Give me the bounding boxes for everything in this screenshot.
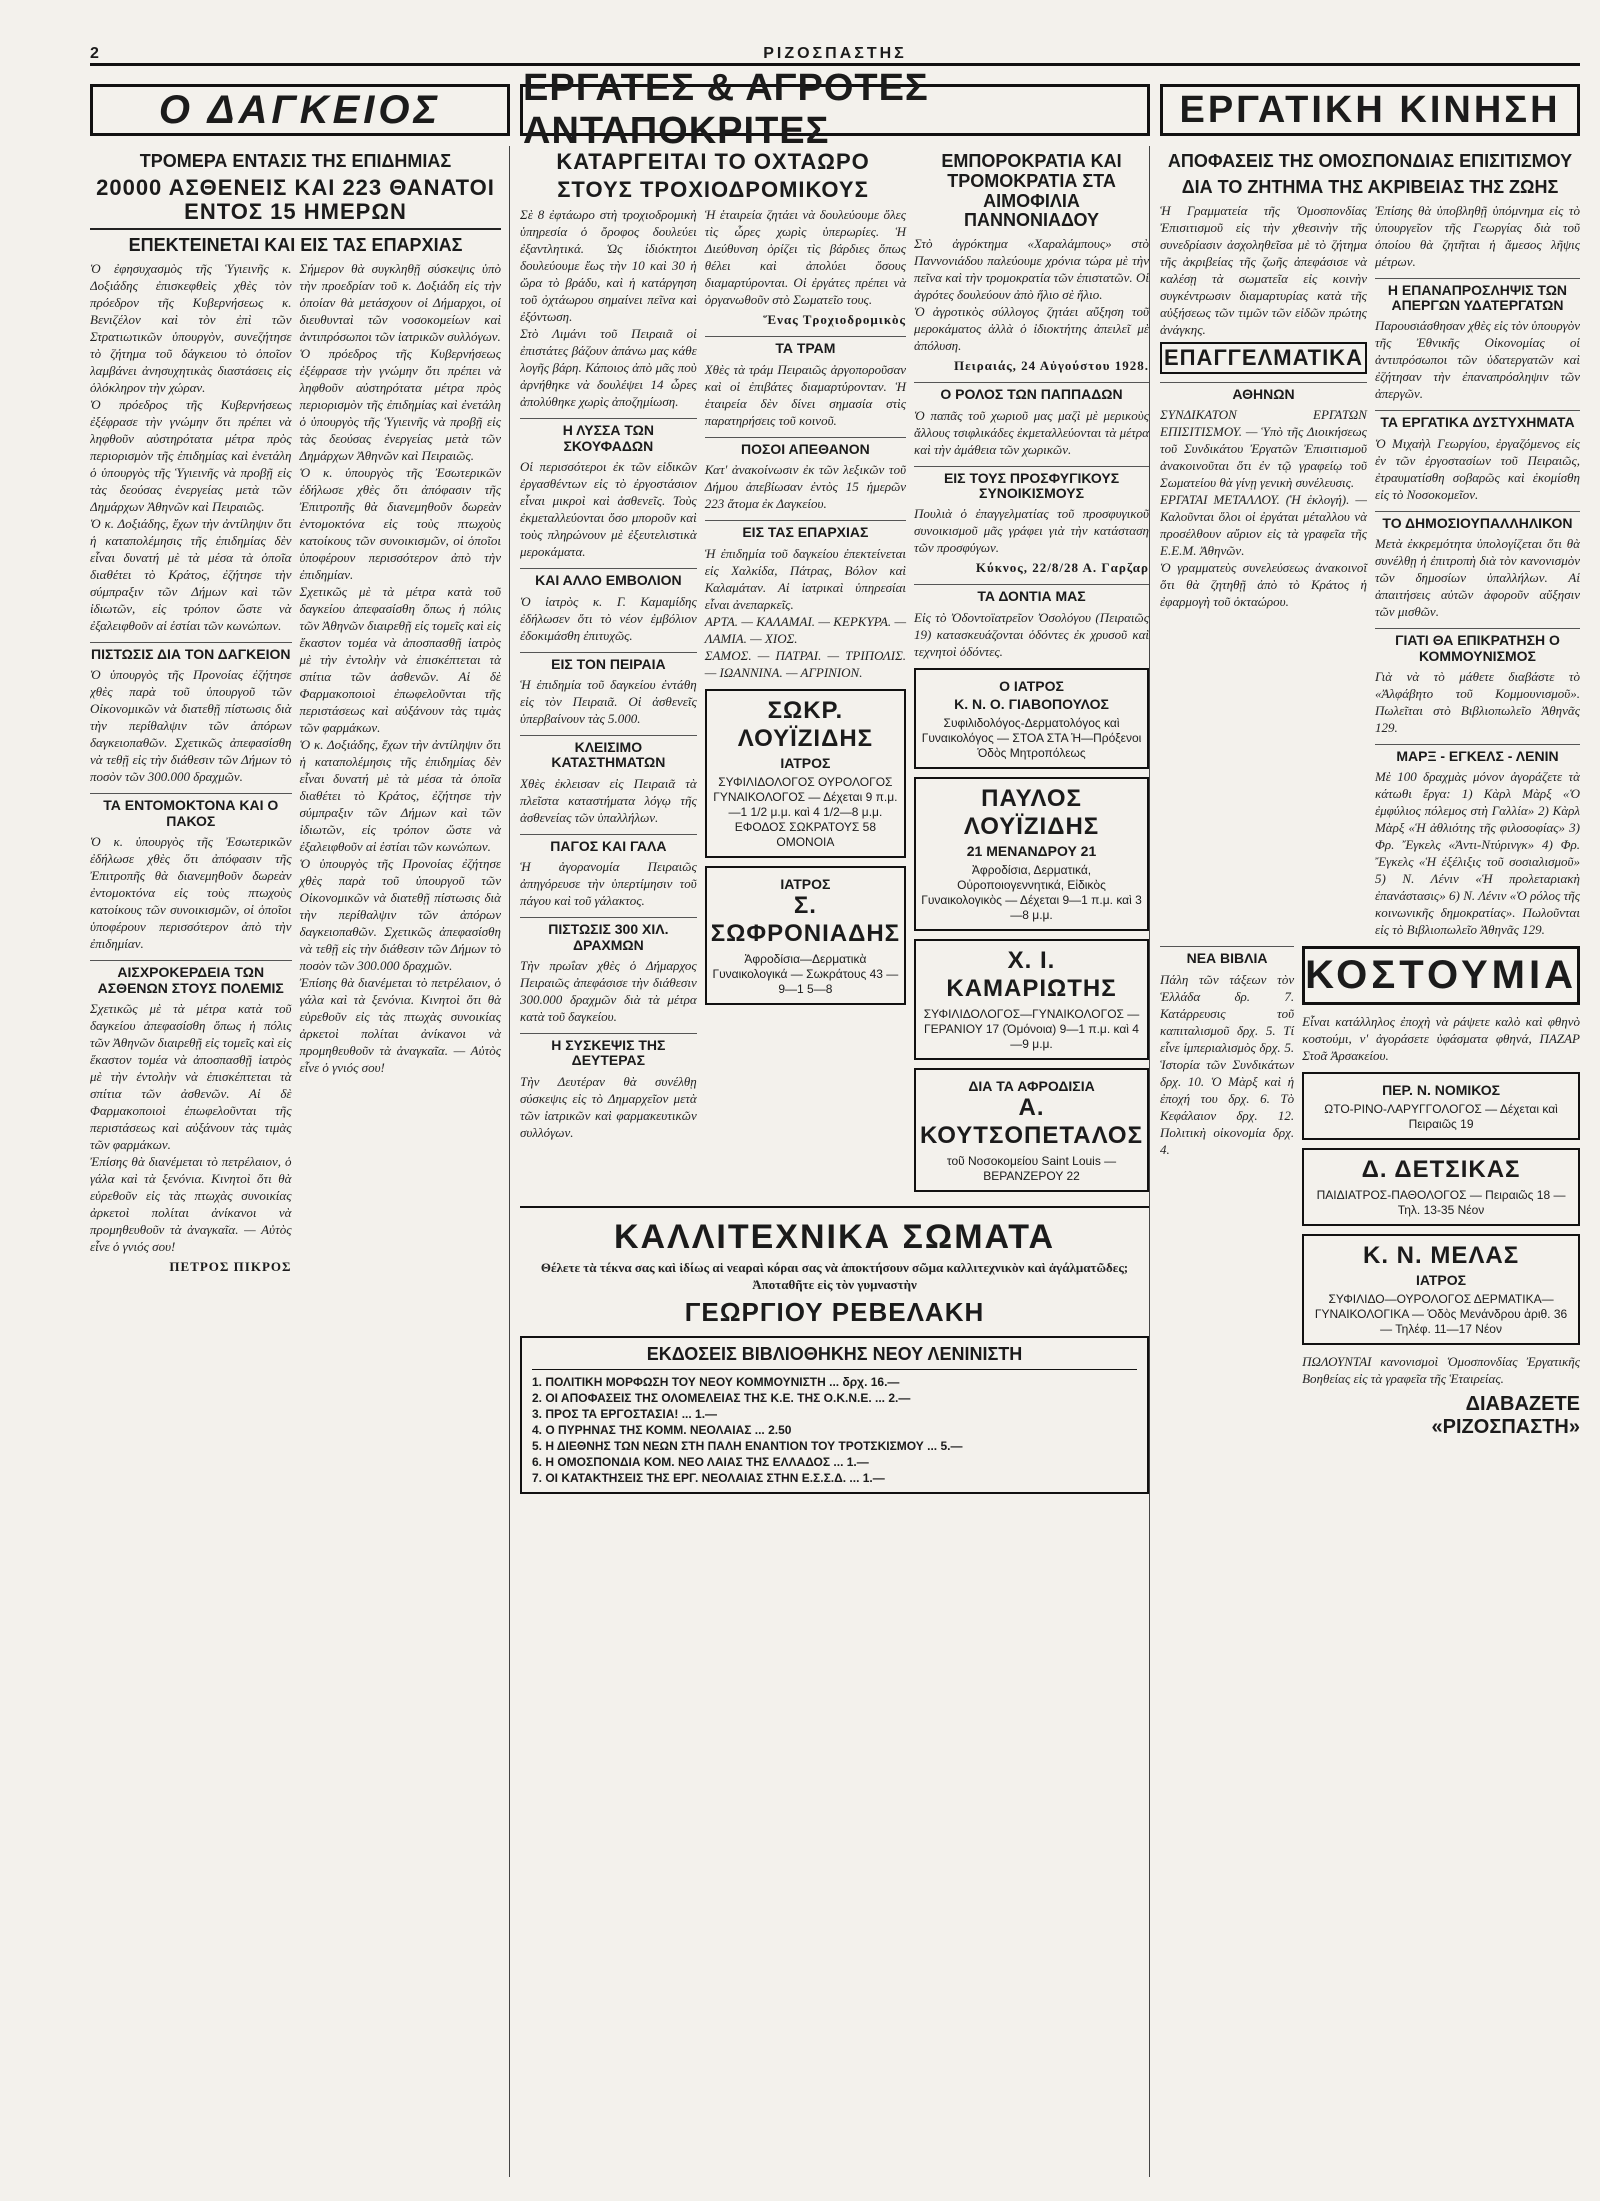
ad-text: ΠΑΙΔΙΑΤΡΟΣ-ΠΑΘΟΛΟΓΟΣ — Πειραιῶς 18 — Τηλ. 13-35 Νέον xyxy=(1316,1188,1566,1218)
article-paragraph: Μετὰ ἐκκρεμότητα ὑπολογίζεται ὅτι θὰ συνέλθῃ ἡ ἐπιτροπὴ διὰ τὸν κανονισμὸν τῶν δημοσίων ὑπαλλήλων. Αἱ ἀπαιτήσεις αὐτῶν ἀφοροῦν αὔξησιν τῶν μισθῶν. xyxy=(1374,536,1580,620)
ad-name: Α. ΚΟΥΤΣΟΠΕΤΑΛΟΣ xyxy=(920,1093,1143,1149)
article-paragraph: Σχετικῶς μὲ τὰ μέτρα κατὰ τοῦ δαγκείου ἀπεφασίσθη ὅπως ἡ πόλις τῶν Ἀθηνῶν διαιρεθῇ εἰς τομεῖς καὶ εἰς ἕκαστον τομέα νὰ ἀποσπασθῇ ἰατρὸς μὲ τὴν ἐντολὴν νὰ ἐπισκέπτεται τὰ σπίτια τῶν ἀσθενῶν. Αἱ δὲ Φαρμακοποιοὶ ἐπωφελοῦνται τῆς περιστάσεως καὶ αὐξάνουν τὰς τιμὰς τῶν φαρμάκων. xyxy=(299,583,501,735)
subheading: ΠΑΓΟΣ ΚΑΙ ΓΑΛΑ xyxy=(520,834,697,854)
section-banner-correspondents: ΕΡΓΑΤΕΣ & ΑΓΡΟΤΕΣ ΑΝΤΑΠΟΚΡΙΤΕΣ xyxy=(520,84,1150,136)
ad-pavlos-louizidis xyxy=(914,777,1149,931)
ad-louizidis xyxy=(705,689,906,858)
ad-name: Σ. ΣΩΦΡΟΝΙΑΔΗΣ xyxy=(710,891,901,947)
article-paragraph: Πάλη τῶν τάξεων τὸν Ἑλλάδα δρ. 7. Κατάρρευσις τοῦ καπιταλισμοῦ δρχ. 5. Τί εἶνε ἱμπεριαλισμὸς δρχ. 5. Ἱστορία τῶν Συνδικάτων δρχ. 10. Ὁ Μὰρξ καὶ ἡ ἐποχή του δρχ. 6. Τὸ Κεφάλαιον δρχ. 12. Πολιτικὴ οἰκονομία δρχ. 4. xyxy=(1160,971,1295,1157)
headline: ΔΙΑ ΤΟ ΖΗΤΗΜΑ ΤΗΣ ΑΚΡΙΒΕΙΑΣ ΤΗΣ ΖΩΗΣ xyxy=(1181,176,1559,197)
subheading: ΠΙΣΤΩΣΙΣ ΔΙΑ ΤΟΝ ΔΑΓΚΕΙΟΝ xyxy=(90,642,292,662)
ad-nomikos xyxy=(1302,1072,1580,1140)
footer-slogan-a: ΔΙΑΒΑΖΕΤΕ xyxy=(1465,1393,1580,1416)
article-paragraph: Ἐπίσης θὰ διανέμεται τὸ πετρέλαιον, ὁ γάλα καὶ τὰ ξενόνια. Κινητοὶ ὅτι θὰ εὑρεθοῦν εἰς τὰς πτωχὰς συνοικίας ἀρκετοὶ πολίται ἀνίκανοι νὰ προμηθευθοῦν τὰ ἀναγκαῖα. — Αὐτὸς εἶνε ὁ γνιός σου! xyxy=(90,1153,292,1254)
article-paragraph: Τὴν Δευτέραν θὰ συνέλθῃ σύσκεψις εἰς τὸ Δημαρχεῖον μετὰ τῶν ἰατρικῶν καὶ φαρμακευτικῶν συλλόγων. xyxy=(520,1073,697,1140)
ad-name: ΠΕΡ. Ν. ΝΟΜΙΚΟΣ xyxy=(1382,1082,1501,1099)
headline: ΑΠΟΦΑΣΕΙΣ ΤΗΣ ΟΜΟΣΠΟΝΔΙΑΣ ΕΠΙΣΙΤΙΣΜΟΥ xyxy=(1167,151,1573,171)
subheading: Η ΕΠΑΝΑΠΡΟΣΛΗΨΙΣ ΤΩΝ ΑΠΕΡΓΩΝ ΥΔΑΤΕΡΓΑΤΩΝ xyxy=(1375,278,1580,314)
ad-title: ΚΑΛΛΙΤΕΧΝΙΚΑ ΣΩΜΑΤΑ xyxy=(613,1217,1056,1256)
subheading: ΤΑ ΤΡΑΜ xyxy=(705,336,906,356)
ad-kamariotis xyxy=(914,939,1149,1060)
subheading: Η ΛΥΣΣΑ ΤΩΝ ΣΚΟΥΦΑΔΩΝ xyxy=(520,418,697,454)
correspondence-list: ΑΡΤΑ. — ΚΑΛΑΜΑΙ. — ΚΕΡΚΥΡΑ. — ΛΑΜΙΑ. — ΧΙΟΣ. xyxy=(704,613,907,646)
book-item: 6. Η ΟΜΟΣΠΟΝΔΙΑ ΚΟΜ. ΝΕΟ ΛΑΙΑΣ ΤΗΣ ΕΛΛΑΔΟΣ ... 1.— xyxy=(532,1454,869,1469)
subheading: Ο ΡΟΛΟΣ ΤΩΝ ΠΑΠΠΑΔΩΝ xyxy=(914,382,1149,402)
ad-role: ΙΑΤΡΟΣ xyxy=(780,875,831,892)
article-paragraph: Στὸ ἀγρόκτημα «Χαραλάμπους» στὸ Παννονιάδου παλεύουμε χρόνια τώρα μὲ τὴν πεῖνα καὶ τὴν τρομοκρατία τῶν ἐπιστατῶν. Οἱ ἀγρότες δουλεύουν ἀπὸ ἥλιο σὲ ἥλιο. xyxy=(914,236,1149,303)
article-paragraph: Ὁ ὑπουργὸς τῆς Προνοίας ἐζήτησε χθὲς παρὰ τοῦ ὑπουργοῦ τῶν Οἰκονομικῶν νὰ διατεθῇ πίστωσις διὰ τὴν περίθαλψιν τῶν ἀπόρων δαγκειοπαθῶν. Σχετικῶς ἀπεφασίσθη νὰ τεθῇ εἰς τὴν διάθεσιν τῶν Δήμων τὸ ποσὸν τῶν 300.000 δραχμῶν. xyxy=(299,855,501,973)
article-paragraph: Ὁ κ. ὑπουργὸς τῆς Ἐσωτερικῶν ἐδήλωσε χθὲς ὅτι ἀπόφασιν τῆς Ἐπιτροπῆς θὰ διανεμηθοῦν δωρεὰν ἐντομοκτόνα εἰς τοὺς πτωχοὺς κατοίκους τῶν συνοικισμῶν, οἱ ὁποῖοι ὑποφέρουν περισσότερον ἀπὸ τὴν ἐπιδημίαν. xyxy=(90,834,292,952)
ad-role: Ο ΙΑΤΡΟΣ xyxy=(999,677,1064,694)
article-paragraph: Ἐπίσης θὰ ὑποβληθῇ ὑπόμνημα εἰς τὸ ὑπουργεῖον τῆς Γεωργίας διὰ τοῦ ὁποίου θὰ ζητῆται ἡ ἄμεσος λῆψις μέτρων. xyxy=(1374,202,1580,269)
article-paragraph: Παρουσιάσθησαν χθὲς εἰς τὸν ὑπουργὸν τῆς Ἐθνικῆς Οἰκονομίας οἱ ἀντιπρόσωποι τῶν ὑδατεργατῶν καὶ ἐζήτησαν τὴν ἐπαναπρόσληψιν τῶν ἀπεργῶν. xyxy=(1374,318,1580,402)
footer-slogan xyxy=(1302,1393,1580,1439)
book-list-title: ΕΚΔΟΣΕΙΣ ΒΙΒΛΙΟΘΗΚΗΣ ΝΕΟΥ ΛΕΝΙΝΙΣΤΗ xyxy=(532,1344,1137,1370)
article-paragraph: Ὁ ἰατρὸς κ. Γ. Καμαμίδης ἐδήλωσεν ὅτι τὸ νέον ἐμβόλιον ἐδοκιμάσθη ἐπιτυχῶς. xyxy=(520,593,697,643)
book-item: 2. ΟΙ ΑΠΟΦΑΣΕΙΣ ΤΗΣ ΟΛΟΜΕΛΕΙΑΣ ΤΗΣ Κ.Ε. ΤΗΣ Ο.Κ.Ν.Ε. ... 2.— xyxy=(532,1390,911,1405)
subheading: ΤΑ ΕΡΓΑΤΙΚΑ ΔΥΣΤΥΧΗΜΑΤΑ xyxy=(1375,410,1580,430)
article-paragraph: ΕΡΓΑΤΑΙ ΜΕΤΑΛΛΟΥ. (Ἡ ἐκλογή). — Καλοῦνται ὅλοι οἱ ἐργάται μέταλλου νὰ προσέλθουν αὔριον εἰς τὰ γραφεῖα τῆς Ε.Ε.Μ. Ἀθηνῶν. xyxy=(1160,492,1367,559)
article-paragraph: Ὁ ὑπουργὸς τῆς Προνοίας ἐζήτησε χθὲς παρὰ τοῦ ὑπουργοῦ τῶν Οἰκονομικῶν νὰ διατεθῇ πίστωσις διὰ τὴν περίθαλψιν τῶν ἀπόρων δαγκειοπαθῶν. Σχετικῶς ἀπεφασίσθη νὰ τεθῇ εἰς τὴν διάθεσιν τῶν Δήμων τὸ ποσὸν τῶν 300.000 δραχμῶν. xyxy=(90,667,292,785)
ad-name: Δ. ΔΕΤΣΙΚΑΣ xyxy=(1361,1156,1521,1184)
subheading: ΓΙΑΤΙ ΘΑ ΕΠΙΚΡΑΤΗΣΗ Ο ΚΟΜΜΟΥΝΙΣΜΟΣ xyxy=(1375,628,1580,664)
article-paragraph: Ὁ πρόεδρος τῆς Κυβερνήσεως ἐξέφρασε τὴν γνώμην ὅτι πρέπει νὰ ληφθοῦν αὐστηρότατα μέτρα πρὸς περιορισμὸν τῆς ἐπιδημίας καὶ ἐνετάλη ὁ ὑπουργὸς τῆς Ὑγιεινῆς νὰ προβῇ εἰς τὰς δεούσας ἐνεργείας μετὰ τῶν Δημάρχων Ἀθηνῶν καὶ Πειραιῶς. xyxy=(299,345,501,463)
article-paragraph: Ὁ πρόεδρος τῆς Κυβερνήσεως ἐξέφρασε τὴν γνώμην ὅτι πρέπει νὰ ληφθοῦν αὐστηρότατα μέτρα πρὸς περιορισμὸν τῆς ἐπιδημίας καὶ ἐνετάλη ὁ ὑπουργὸς τῆς Ὑγιεινῆς νὰ προβῇ εἰς τὰς δεούσας ἐνεργείας μετὰ τῶν Δημάρχων Ἀθηνῶν καὶ Πειραιῶς. xyxy=(90,396,292,514)
ad-text: ΣΥΦΙΛΙΔΟ—ΟΥΡΟΛΟΓΟΣ ΔΕΡΜΑΤΙΚΑ—ΓΥΝΑΙΚΟΛΟΓΙΚΑ — Ὁδὸς Μενάνδρου ἀριθ. 36 — Τηλέφ. 11—17 Νέον xyxy=(1314,1292,1568,1337)
subheading: Η ΣΥΣΚΕΨΙΣ ΤΗΣ ΔΕΥΤΕΡΑΣ xyxy=(520,1033,697,1069)
article-paragraph: ΣΥΝΔΙΚΑΤΟΝ ΕΡΓΑΤΩΝ ΕΠΙΣΙΤΙΣΜΟΥ. — Ὑπὸ τῆς Διοικήσεως τοῦ Συνδικάτου Ἐργατῶν Ἐπισιτισμοῦ ἀνακοινοῦται ὅτι ἐν τῷ γραφείῳ τοῦ Σωματείου θὰ γίνῃ γενικὴ συνέλευσις. xyxy=(1160,407,1367,491)
article-paragraph: Ὁ ἐφησυχασμὸς τῆς Ὑγιεινῆς κ. Δοξιάδης ἐπισκεφθεὶς χθὲς τὸν πρόεδρον τῆς Κυβερνήσεως κ. Βενιζέλον καὶ τὸν ἐπὶ τῶν Στρατιωτικῶν ὑπουργὸν, συνεζήτησε τὸ ζήτημα τοῦ δάγκειου τὸ ὁποῖον λαμβάνει ἀνησυχητικὰς διαστάσεις εἰς ὁλόκληρον τὴν χώραν. xyxy=(90,260,292,395)
author-signature: ΠΕΤΡΟΣ ΠΙΚΡΟΣ xyxy=(169,1258,292,1274)
article-paragraph: Μὲ 100 δραχμὰς μόνον ἀγοράζετε τὰ κάτωθι ἔργα: 1) Κὰρλ Μὰρξ «Ὁ ἐμφύλιος πόλεμος στὴ Γαλλία» 2) Κὰρλ Μὰρξ «Ἡ ἀθλιότης τῆς φιλοσοφίας» 3) Φρ. Ἔγκελς «Ἀντι-Ντύρινγκ» 4) Φρ. Ἔγκελς «Ἡ ἐξέλιξις τοῦ σοσιαλισμοῦ» 5) Ν. Λένιν «Ἡ προλεταριακὴ ἐπανάστασις» 6) Ν. Λένιν «Ὁ ρόλος τῆς κοινωνικῆς δημοκρατίας». Πωλοῦνται εἰς τὸ Βιβλιοπωλεῖο Ἀθηνᾶς 129. xyxy=(1374,769,1580,938)
subheading: ΤΑ ΔΟΝΤΙΑ ΜΑΣ xyxy=(914,584,1149,604)
article-paragraph: Ὁ ἀγροτικὸς σύλλογος ζητάει αὔξηση τοῦ μεροκάματος ἀλλὰ ὁ ἰδιοκτήτης ἀπειλεῖ μὲ ἀπόλυση. xyxy=(914,304,1149,354)
ad-text: Συφιλιδολόγος-Δερματολόγος καὶ Γυναικολόγος — ΣΤΟΑ ΣΤΑ Ἡ—Πρόξενοι Ὁδὸς Μητροπόλεως xyxy=(921,715,1142,760)
ad-sofroniadis xyxy=(705,866,906,1005)
ad-koutsopetalos xyxy=(914,1068,1149,1192)
ad-text: ΣΥΦΙΛΙΔΟΛΟΓΟΣ ΟΥΡΟΛΟΓΟΣ ΓΥΝΑΙΚΟΛΟΓΟΣ — Δέχεται 9 π.μ.—1 1/2 μ.μ. καὶ 4 1/2—8 μ.μ. ΕΦΟΔΟΣ ΣΩΚΡΑΤΟΥΣ 58 ΟΜΟΝΟΙΑ xyxy=(713,774,898,849)
book-item: 5. Η ΔΙΕΘΝΗΣ ΤΩΝ ΝΕΩΝ ΣΤΗ ΠΑΛΗ ΕΝΑΝΤΙΟΝ ΤΟΥ ΤΡΟΤΣΚΙΣΜΟΥ ... 5.— xyxy=(532,1438,963,1453)
ad-melas xyxy=(1302,1234,1580,1345)
article-paragraph: Σήμερον θὰ συγκληθῇ σύσκεψις ὑπὸ τὴν προεδρίαν τοῦ κ. Δοξιάδη εἰς τὴν ὁποίαν θὰ μετάσχουν οἱ Δήμαρχοι, οἱ διευθυνταὶ τῶν νοσοκομείων καὶ ἀντιπρόσωποι τῶν ἰατρικῶν συλλόγων. xyxy=(299,260,501,344)
article-paragraph: Χθὲς τὰ τράμ Πειραιῶς ἀργοποροῦσαν καὶ οἱ ἐπιβάτες διαμαρτύρονταν. Ἡ ἑταιρεία δὲν δίνει σημασία στὶς παρατηρήσεις τοῦ κοινοῦ. xyxy=(704,361,907,428)
ad-name: ΓΕΩΡΓΙΟΥ ΡΕΒΕΛΑΚΗ xyxy=(684,1296,985,1327)
book-list-box xyxy=(520,1336,1149,1494)
ad-text: Ἀφροδίσια, Δερματικά, Οὐροποιογεννητικά, Εἰδικὸς Γυναικολογικὸς — Δέχεται 9—1 π.μ. καὶ 3—8 μ.μ. xyxy=(921,862,1142,922)
article-paragraph: Ἡ ἑταιρεία ζητάει νὰ δουλεύουμε ὅλες τὶς ὧρες χωρὶς ὑπερωρίες. Ἡ Διεύθυνση ὁρίζει τὶς βάρδιες ὅπως θέλει καὶ ἀπολύει ὅσους διαμαρτύρονται. Οἱ ἐργάτες πρέπει νὰ ὀργανωθοῦν στὸ Σωματεῖο τους. xyxy=(704,207,907,308)
ad-text: Ἀφροδίσια—Δερματικὰ Γυναικολογικά — Σωκράτους 43 — 9—1 5—8 xyxy=(712,951,899,996)
book-item: 4. Ο ΠΥΡΗΝΑΣ ΤΗΣ ΚΟΜΜ. ΝΕΟΛΑΙΑΣ ... 2.50 xyxy=(532,1422,792,1437)
ad-role: ΙΑΤΡΟΣ xyxy=(780,754,831,771)
page-number: 2 xyxy=(90,45,99,62)
subheading: ΑΙΣΧΡΟΚΕΡΔΕΙΑ ΤΩΝ ΑΣΘΕΝΩΝ ΣΤΟΥΣ ΠΟΛΕΜΙΣ xyxy=(90,960,292,996)
subheading: ΕΙΣ ΤΟΝ ΠΕΙΡΑΙΑ xyxy=(520,652,697,672)
article-paragraph: Ὁ γραμματεὺς συνελεύσεως ἀνακοινοῖ ὅτι θὰ ζητηθῇ ἀπὸ τὸ Κράτος ἡ ἐφαρμογὴ τοῦ ὀκταώρου. xyxy=(1160,560,1367,610)
section-banner-labor: ΕΡΓΑΤΙΚΗ ΚΙΝΗΣΗ xyxy=(1160,84,1580,136)
author-signature: Κύκνος, 22/8/28 Α. Γαρζαρ xyxy=(975,560,1149,576)
paper-name: ΡΙΖΟΣΠΑΣΤΗΣ xyxy=(763,45,907,62)
ad-address: 21 ΜΕΝΑΝΔΡΟΥ 21 xyxy=(966,842,1097,859)
article-paragraph: Ἐπίσης θὰ διανέμεται τὸ πετρέλαιον, ὁ γάλα καὶ τὰ ξενόνια. Κινητοὶ ὅτι θὰ εὑρεθοῦν εἰς τὰς πτωχὰς συνοικίας ἀρκετοὶ πολίται ἀνίκανοι νὰ προμηθευθοῦν τὰ ἀναγκαῖα. — Αὐτὸς εἶνε ὁ γνιός σου! xyxy=(299,974,501,1075)
article-paragraph: Στὸ Λιμάνι τοῦ Πειραιᾶ οἱ ἐπιστάτες βάζουν ἀπάνω μας κάθε λογῆς βάρη. Κάποιος ἀπὸ μᾶς ποὺ ἀρνήθηκε νὰ δουλέψει 14 ὧρες ἀπολύθηκε χωρὶς ἀποζημίωση. xyxy=(520,326,697,410)
headline: ΕΜΠΟΡΟΚΡΑΤΙΑ ΚΑΙ ΤΡΟΜΟΚΡΑΤΙΑ ΣΤΑ ΑΙΜΟΦΙΛΙΑ ΠΑΝΝΟΝΙΑΔΟΥ xyxy=(941,151,1122,231)
ad-revelakis xyxy=(520,1206,1149,1328)
subheading: ΠΙΣΤΩΣΙΣ 300 ΧΙΛ. ΔΡΑΧΜΩΝ xyxy=(520,917,697,953)
article-paragraph: Ὁ κ. Δοξιάδης, ἔχων τὴν ἀντίληψιν ὅτι ἡ καταπολέμησις τῆς ἐπιδημίας δὲν εἶναι δυνατή μὲ τὰ μέσα τὰ ὁποῖα διαθέτει τὸ Κράτος, ἐζήτησε τὴν σύμπραξιν τῶν Δήμων καὶ τῶν ἰδιωτῶν, εἰς τρόπον ὥστε νὰ ἐξαλειφθοῦν αἱ ἑστίαι τῶν κωνώπων. xyxy=(299,736,501,854)
article-paragraph: Τὴν πρωΐαν χθὲς ὁ Δήμαρχος Πειραιῶς ἀπεφάσισε τὴν διάθεσιν 300.000 δραχμῶν διὰ τὰ μέτρα κατὰ τοῦ δαγκείου. xyxy=(520,957,697,1024)
ad-title: ΔΙΑ ΤΑ ΑΦΡΟΔΙΣΙΑ xyxy=(968,1077,1095,1094)
article-paragraph: Πουλιὰ ὁ ἐπαγγελματίας τοῦ προσφυγικοῦ συνοικισμοῦ μᾶς γράφει γιὰ τὴν κατάσταση τῶν προσφύγων. xyxy=(914,506,1149,556)
article-paragraph: Σχετικῶς μὲ τὰ μέτρα κατὰ τοῦ δαγκείου ἀπεφασίσθη ὅπως ἡ πόλις τῶν Ἀθηνῶν διαιρεθῇ εἰς τομεῖς καὶ εἰς ἕκαστον τομέα νὰ ἀποσπασθῇ ἰατρὸς μὲ τὴν ἐντολὴν νὰ ἐπισκέπτεται τὰ σπίτια τῶν ἀσθενῶν. Αἱ δὲ Φαρμακοποιοὶ ἐπωφελοῦνται τῆς περιστάσεως καὶ αὐξάνουν τὰς τιμὰς τῶν φαρμάκων. xyxy=(90,1000,292,1152)
ad-text: τοῦ Νοσοκομείου Saint Louis — ΒΕΡΑΝΖΕΡΟΥ 22 xyxy=(946,1153,1117,1183)
ad-text: ΩΤΟ-ΡΙΝΟ-ΛΑΡΥΓΓΟΛΟΓΟΣ — Δέχεται καὶ Πειραιῶς 19 xyxy=(1324,1102,1558,1132)
headline: ΣΤΟΥΣ ΤΡΟΧΙΟΔΡΟΜΙΚΟΥΣ xyxy=(557,177,869,203)
ad-giavopoulos xyxy=(914,668,1149,769)
subheading: ΤΑ ΕΝΤΟΜΟΚΤΟΝΑ ΚΑΙ Ο ΠΑΚΟΣ xyxy=(90,793,292,829)
book-item: 3. ΠΡΟΣ ΤΑ ΕΡΓΟΣΤΑΣΙΑ! ... 1.— xyxy=(532,1406,718,1421)
subheading: ΚΑΙ ΑΛΛΟ ΕΜΒΟΛΙΟΝ xyxy=(520,568,697,588)
article-paragraph: Ἡ ἐπιδημία τοῦ δαγκείου ἐντάθη εἰς τὸν Πειραιᾶ. Οἱ ἀσθενεῖς ὑπερβαίνουν τὰς 5.000. xyxy=(520,676,697,726)
article-paragraph: Ὁ κ. Δοξιάδης, ἔχων τὴν ἀντίληψιν ὅτι ἡ καταπολέμησις τῆς ἐπιδημίας δὲν εἶναι δυνατή μὲ τὰ μέσα τὰ ὁποῖα διαθέτει τὸ Κράτος, ἐζήτησε τὴν σύμπραξιν τῶν Δήμων καὶ τῶν ἰδιωτῶν, εἰς τρόπον ὥστε νὰ ἐξαλειφθοῦν αἱ ἑστίαι τῶν κωνώπων. xyxy=(90,515,292,633)
headline: 20000 ΑΣΘΕΝΕΙΣ ΚΑΙ 223 ΘΑΝΑΤΟΙ ΕΝΤΟΣ 15 ΗΜΕΡΩΝ xyxy=(96,174,495,224)
ad-role: ΙΑΤΡΟΣ xyxy=(1416,1272,1467,1289)
subheading: ΜΑΡΞ - ΕΓΚΕΛΣ - ΛΕΝΙΝ xyxy=(1375,744,1580,764)
ad-name: Κ. Ν. Ο. ΓΙΑΒΟΠΟΥΛΟΣ xyxy=(954,695,1109,712)
article-paragraph: Σὲ 8 ἐφτάωρο στὴ τροχιοδρομικὴ ὑπηρεσία ὁ ὄροφος δουλεύει ἐξαντλητικά. Ὡς ἰδιόκτητοι δουλεύουμε ἔως τὴν 10 καὶ 30 ἡ ὥρα τὸ βράδυ, καὶ ἡ κατάργηση τοῦ ὀχτάωρου σημαίνει πεῖνα καὶ ἐξόντωση. xyxy=(520,207,697,325)
subheading: ΤΟ ΔΗΜΟΣΙΟΥΠΑΛΛΗΛΙΚΟΝ xyxy=(1375,511,1580,531)
correspondence-list: ΣΑΜΟΣ. — ΠΑΤΡΑΙ. — ΤΡΙΠΟΛΙΣ. — ΙΩΑΝΝΙΝΑ. — ΑΓΡΙΝΙΟΝ. xyxy=(704,647,907,680)
article-paragraph: Εἰς τὸ Ὀδοντοϊατρεῖον Ὀσολόγου (Πειραιῶς 19) κατασκευάζονται ὁδόντες ἐκ χρυσοῦ καὶ τεχνητοὶ ὁδόντες. xyxy=(914,609,1149,659)
ad-name: Χ. Ι. ΚΑΜΑΡΙΩΤΗΣ xyxy=(946,946,1117,1002)
article-paragraph: Ἡ ἀγορανομία Πειραιῶς ἀπηγόρευσε τὴν ὑπερτίμησιν τοῦ πάγου καὶ τοῦ γάλακτος. xyxy=(520,859,697,909)
subheading: ΕΙΣ ΤΟΥΣ ΠΡΟΣΦΥΓΙΚΟΥΣ ΣΥΝΟΙΚΙΣΜΟΥΣ xyxy=(914,466,1149,502)
subheading: ΚΛΕΙΣΙΜΟ ΚΑΤΑΣΤΗΜΑΤΩΝ xyxy=(520,735,697,771)
ad-detsikas xyxy=(1302,1148,1580,1226)
author-signature: Ἕνας Τροχιοδρομικὸς xyxy=(763,312,907,328)
headline: ΚΑΤΑΡΓΕΙΤΑΙ ΤΟ ΟΧΤΑΩΡΟ xyxy=(556,149,870,174)
section-banner-dengue: Ο ΔΑΓΚΕΙΟΣ xyxy=(90,84,510,136)
ad-name: ΠΑΥΛΟΣ ΛΟΥΪΖΙΔΗΣ xyxy=(963,784,1100,840)
subheading: ΑΘΗΝΩΝ xyxy=(1160,382,1367,402)
ad-name: Κ. Ν. ΜΕΛΑΣ xyxy=(1363,1242,1520,1270)
article-paragraph: Ὁ παπᾶς τοῦ χωριοῦ μας μαζὶ μὲ μερικοὺς ἄλλους τσιφλικάδες ἐκμεταλλεύονται τὰ μέτρα καὶ τὴν ἀμάθεια τῶν χωρικῶν. xyxy=(914,407,1149,457)
subheading: ΠΟΣΟΙ ΑΠΕΘΑΝΟΝ xyxy=(705,437,906,457)
article-paragraph: Ὁ Μιχαὴλ Γεωργίου, ἐργαζόμενος εἰς ἐν τῶν ἐργοστασίων τοῦ Πειραιῶς, ἐτραυματίσθη σοβαρῶς καὶ ἐκομίσθη εἰς τὸ Νοσοκομεῖον. xyxy=(1374,435,1580,502)
footer-slogan-b: «ΡΙΖΟΣΠΑΣΤΗ» xyxy=(1431,1416,1580,1439)
headline: ΤΡΟΜΕΡΑ ΕΝΤΑΣΙΣ ΤΗΣ ΕΠΙΔΗΜΙΑΣ xyxy=(139,151,452,171)
ad-costumes-text: Εἶναι κατάλληλος ἐποχὴ νὰ ράψετε καλὸ καὶ φθηνὸ κοστούμι, ν' ἀγοράσετε ὑφάσματα φθηνά, ΠΑΖΑΡ Στοᾶ Ἀρσακείου. xyxy=(1302,1014,1580,1064)
dateline: Πειραιάς, 24 Αὐγούστου 1928. xyxy=(954,358,1149,374)
article-paragraph: Γιὰ νὰ τὸ μάθετε διαβάστε τὸ «Ἀλφάβητο τοῦ Κομμουνισμοῦ». Πωλεῖται στὸ Βιβλιοπωλεῖο Ἀθηνᾶς 129. xyxy=(1374,668,1580,735)
ad-costumes-title: ΚΟΣΤΟΥΜΙΑ xyxy=(1302,946,1580,1005)
article-paragraph: Χθὲς ἐκλεισαν εἰς Πειραιᾶ τὰ πλεῖστα καταστήματα λόγῳ τῆς ἀσθενείας τῶν ὑπαλλήλων. xyxy=(520,775,697,825)
column-dengue xyxy=(90,146,510,2177)
book-item: 7. ΟΙ ΚΑΤΑΚΤΗΣΕΙΣ ΤΗΣ ΕΡΓ. ΝΕΟΛΑΙΑΣ ΣΤΗΝ Ε.Σ.Σ.Δ. ... 1.— xyxy=(532,1470,885,1485)
column-labor xyxy=(1160,146,1580,2177)
book-item: 1. ΠΟΛΙΤΙΚΗ ΜΟΡΦΩΣΗ ΤΟΥ ΝΕΟΥ ΚΟΜΜΟΥΝΙΣΤΗ ... δρχ. 16.— xyxy=(532,1374,900,1389)
column-correspondents xyxy=(520,146,1150,2177)
ad-name: ΣΩΚΡ. ΛΟΥΪΖΙΔΗΣ xyxy=(737,696,874,752)
masthead xyxy=(90,44,1580,66)
subheading: ΕΠΑΓΓΕΛΜΑΤΙΚΑ xyxy=(1160,342,1367,374)
article-paragraph: Κατ' ἀνακοίνωσιν ἐκ τῶν λεξικῶν τοῦ Δήμου ἀπεβίωσαν ἐντὸς 15 ἡμερῶν 223 ἄτομα ἐκ Δαγκείου. xyxy=(704,462,907,512)
article-paragraph: Ἡ Γραμματεία τῆς Ὁμοσπονδίας Ἐπισιτισμοῦ εἰς τὴν χθεσινὴν τῆς συνεδρίασιν ἀσχοληθεῖσα μὲ τὸ ζήτημα τῆς ἀκριβείας τῆς ζωῆς ἀπεφάσισε νὰ καλέσῃ τὰ σωματεῖα εἰς κοινὴν συγκέντρωσιν διαμαρτυρίας κατὰ τῆς αὐξήσεως τῶν τιμῶν τῶν εἰδῶν πρώτης ἀνάγκης. xyxy=(1160,202,1367,337)
ad-text: Θέλετε τὰ τέκνα σας καὶ ἰδίως αἱ νεαραὶ κόραι σας νὰ ἀποκτήσουν σῶμα καλλιτεχνικὸν καὶ ἀγάλματῶδες; Ἀποταθῆτε εἰς τὸν γυμναστὴν xyxy=(540,1259,1129,1292)
subheading: ΕΙΣ ΤΑΣ ΕΠΑΡΧΙΑΣ xyxy=(705,520,906,540)
subheading: ΝΕΑ ΒΙΒΛΙΑ xyxy=(1160,946,1294,966)
article-paragraph: ΠΩΛΟΥΝΤΑΙ κανονισμοὶ Ὁμοσπονδίας Ἐργατικῆς Βοηθείας εἰς τὰ γραφεῖα τῆς Ἑταιρείας. xyxy=(1302,1354,1580,1387)
article-paragraph: Οἱ περισσότεροι ἐκ τῶν εἰδικῶν ἐργασθέντων εἰς τὸ ἐργοστάσιον εἶναι μικροὶ καὶ ἀσθενεῖς. Τοὺς ἐκμεταλλεύονται ὅσο μποροῦν καὶ τοὺς πληρώνουν μὲ ἐξευτελιστικὰ μεροκάματα. xyxy=(520,459,697,560)
headline: ΕΠΕΚΤΕΙΝΕΤΑΙ ΚΑΙ ΕΙΣ ΤΑΣ ΕΠΑΡΧΙΑΣ xyxy=(128,235,463,256)
article-paragraph: Ἡ ἐπιδημία τοῦ δαγκείου ἐπεκτείνεται εἰς Χαλκίδα, Πάτρας, Βόλον καὶ Καλαμάταν. Αἱ ἰατρικαὶ ὑπηρεσίαι εἶναι ἀνεπαρκεῖς. xyxy=(704,545,907,612)
article-paragraph: Ὁ κ. ὑπουργὸς τῆς Ἐσωτερικῶν ἐδήλωσε χθὲς ὅτι ἀπόφασιν τῆς Ἐπιτροπῆς θὰ διανεμηθοῦν δωρεὰν ἐντομοκτόνα εἰς τοὺς πτωχοὺς κατοίκους τῶν συνοικισμῶν, οἱ ὁποῖοι ὑποφέρουν περισσότερον ἀπὸ τὴν ἐπιδημίαν. xyxy=(299,464,501,582)
ad-text: ΣΥΦΙΛΙΔΟΛΟΓΟΣ—ΓΥΝΑΙΚΟΛΟΓΟΣ — ΓΕΡΑΝΙΟΥ 17 (Ὁμόνοια) 9—1 π.μ. καὶ 4—9 μ.μ. xyxy=(923,1006,1140,1051)
